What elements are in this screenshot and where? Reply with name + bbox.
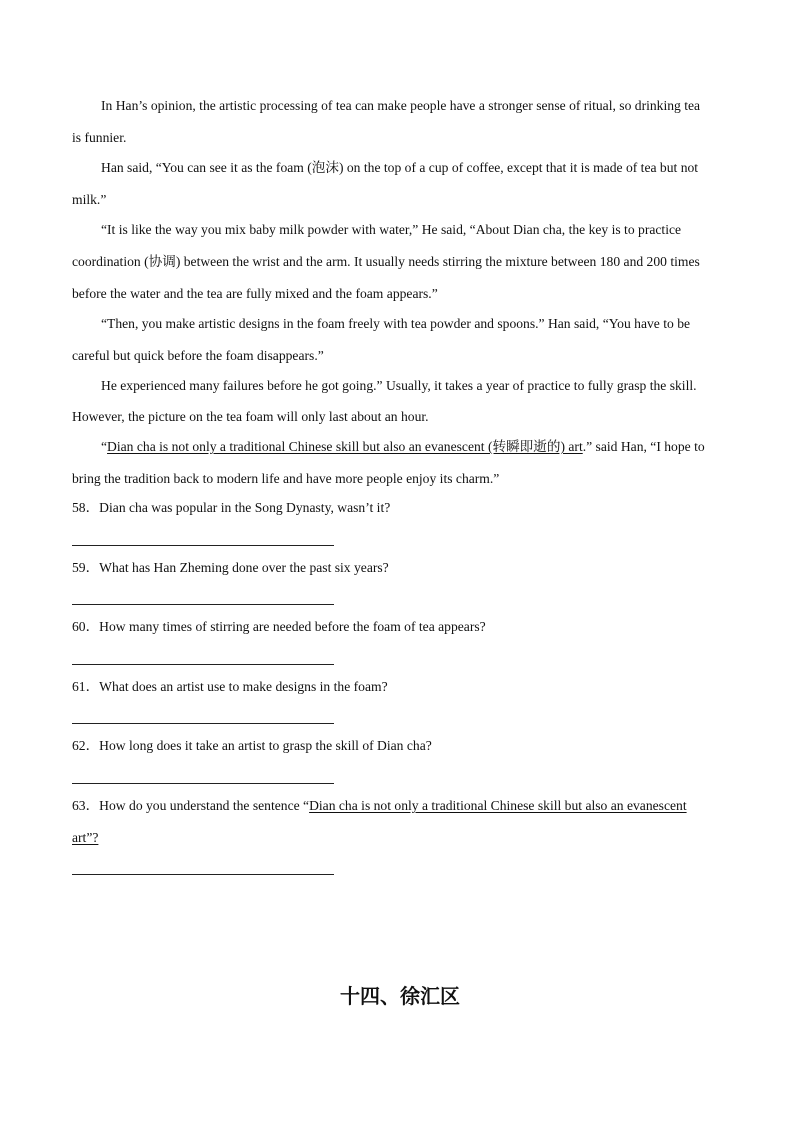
- section-title: 十四、徐汇区: [340, 984, 460, 1008]
- question-58: 58．Dian cha was popular in the Song Dynasty, wasn’t it?: [72, 500, 391, 515]
- passage-p4-line2: careful but quick before the foam disappears.”: [72, 348, 324, 363]
- question-63-underlined: Dian cha is not only a traditional Chinese skill but also an evanescent: [309, 798, 687, 813]
- question-60: 60．How many times of stirring are needed before the foam of tea appears?: [72, 619, 486, 634]
- answer-line-58[interactable]: [72, 545, 334, 546]
- question-62: 62．How long does it take an artist to grasp the skill of Dian cha?: [72, 738, 432, 753]
- quote-open: “: [101, 439, 108, 454]
- question-63-line2: [72, 829, 98, 847]
- answer-line-63[interactable]: [72, 874, 334, 875]
- answer-line-60[interactable]: [72, 664, 334, 665]
- question-59: 59．What has Han Zheming done over the past six years?: [72, 560, 389, 575]
- answer-line-62[interactable]: [72, 783, 334, 784]
- answer-line-61[interactable]: [72, 723, 334, 724]
- passage-p2-line1: Han said, “You can see it as the foam (泡沫) on the top of a cup of coffee, except that it is made of tea but not: [101, 160, 699, 175]
- passage-p5-line1: He experienced many failures before he got going.” Usually, it takes a year of practice to fully grasp the skill.: [101, 378, 697, 393]
- question-63-prefix: 63．How do you understand the sentence “: [72, 798, 310, 813]
- passage-p2-line2: milk.”: [72, 192, 107, 207]
- quote-rest: .” said Han, “I hope to: [582, 439, 705, 454]
- question-63-underlined-end: art”?: [72, 830, 99, 845]
- passage-p3-line2: coordination (协调) between the wrist and the arm. It usually needs stirring the mixture between 180 and 200 times: [72, 254, 700, 269]
- passage-p4-line1: “Then, you make artistic designs in the foam freely with tea powder and spoons.” Han said, “You have to be: [101, 316, 691, 331]
- question-61: 61．What does an artist use to make designs in the foam?: [72, 679, 388, 694]
- question-63-line1: [72, 797, 687, 815]
- passage-p3-line3: before the water and the tea are fully mixed and the foam appears.”: [72, 286, 438, 301]
- underlined-sentence: Dian cha is not only a traditional Chinese skill but also an evanescent (转瞬即逝的) art: [107, 439, 583, 454]
- answer-line-59[interactable]: [72, 604, 334, 605]
- passage-p6-line1: [101, 438, 705, 456]
- passage-p1-line1: In Han’s opinion, the artistic processing of tea can make people have a stronger sense of ritual, so drinking tea: [101, 98, 701, 113]
- passage-p5-line2: However, the picture on the tea foam will only last about an hour.: [72, 409, 429, 424]
- passage-p1-line2: is funnier.: [72, 130, 127, 145]
- passage-p3-line1: “It is like the way you mix baby milk powder with water,” He said, “About Dian cha, the key is to practice: [101, 222, 682, 237]
- passage-p6-line2: bring the tradition back to modern life and have more people enjoy its charm.”: [72, 471, 500, 486]
